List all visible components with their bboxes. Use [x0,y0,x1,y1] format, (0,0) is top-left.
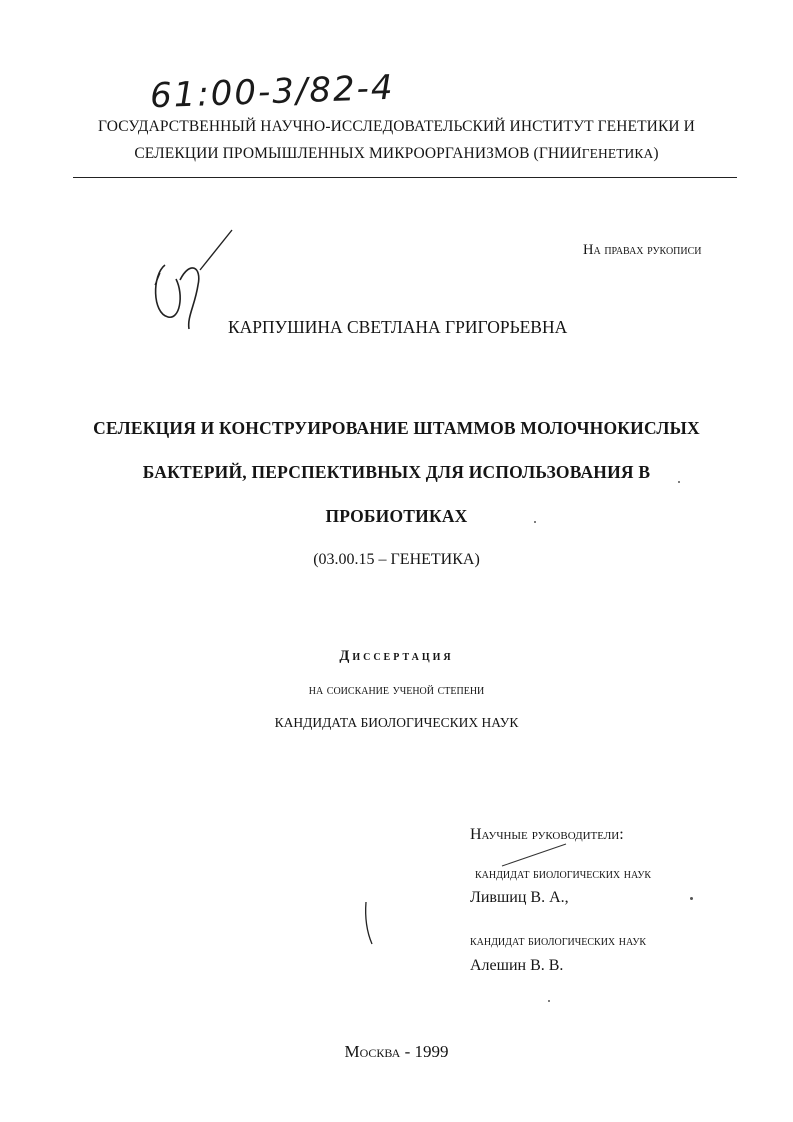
scan-speck [534,521,536,523]
supervisors-heading: Научные руководители: [470,826,624,843]
title-line-2: БАКТЕРИЙ, ПЕРСПЕКТИВНЫХ ДЛЯ ИСПОЛЬЗОВАНИЯ В [142,462,651,482]
vertical-pen-mark [362,900,376,948]
footer-place-year: Москва - 1999 [344,1042,449,1061]
supervisor-1-name: Лившиц В. А., [470,889,569,906]
institute-line-1: ГОСУДАРСТВЕННЫЙ НАУЧНО-ИССЛЕДОВАТЕЛЬСКИЙ ИНСТИТУТ ГЕНЕТИКИ И [98,118,695,135]
institute-line-2-end: ) [653,145,659,162]
archive-code: 61:00-3/82-4 [149,67,396,117]
supervisor-2-name: Алешин В. В. [470,957,564,974]
scan-speck [678,481,680,483]
institute-abbrev-suffix: ГЕНЕТИКА [581,146,654,161]
institute-line-2 [0,145,793,163]
header-rule [73,177,737,178]
title-line-3: ПРОБИОТИКАХ [325,506,468,526]
scan-speck [690,897,693,900]
degree-line-2: КАНДИДАТА БИОЛОГИЧЕСКИХ НАУК [274,715,519,730]
supervisor-1-degree: кандидат биологических наук [475,866,652,882]
specialty-code: (03.00.15 – ГЕНЕТИКА) [313,551,480,568]
degree-line-1: на соискание ученой степени [308,682,485,698]
institute-line-2-main: СЕЛЕКЦИИ ПРОМЫШЛЕННЫХ МИКРООРГАНИЗМОВ (ГНИИ [134,145,582,162]
supervisor-2-degree: кандидат биологических наук [470,933,647,949]
scan-speck [548,1000,550,1002]
rights-notice: На правах рукописи [583,242,702,258]
title-line-1: СЕЛЕКЦИЯ И КОНСТРУИРОВАНИЕ ШТАММОВ МОЛОЧНОКИСЛЫХ [93,418,700,438]
document-type: Диссертация [339,648,454,664]
pen-stroke-mark [500,840,570,870]
author-name: КАРПУШИНА СВЕТЛАНА ГРИГОРЬЕВНА [228,317,568,337]
